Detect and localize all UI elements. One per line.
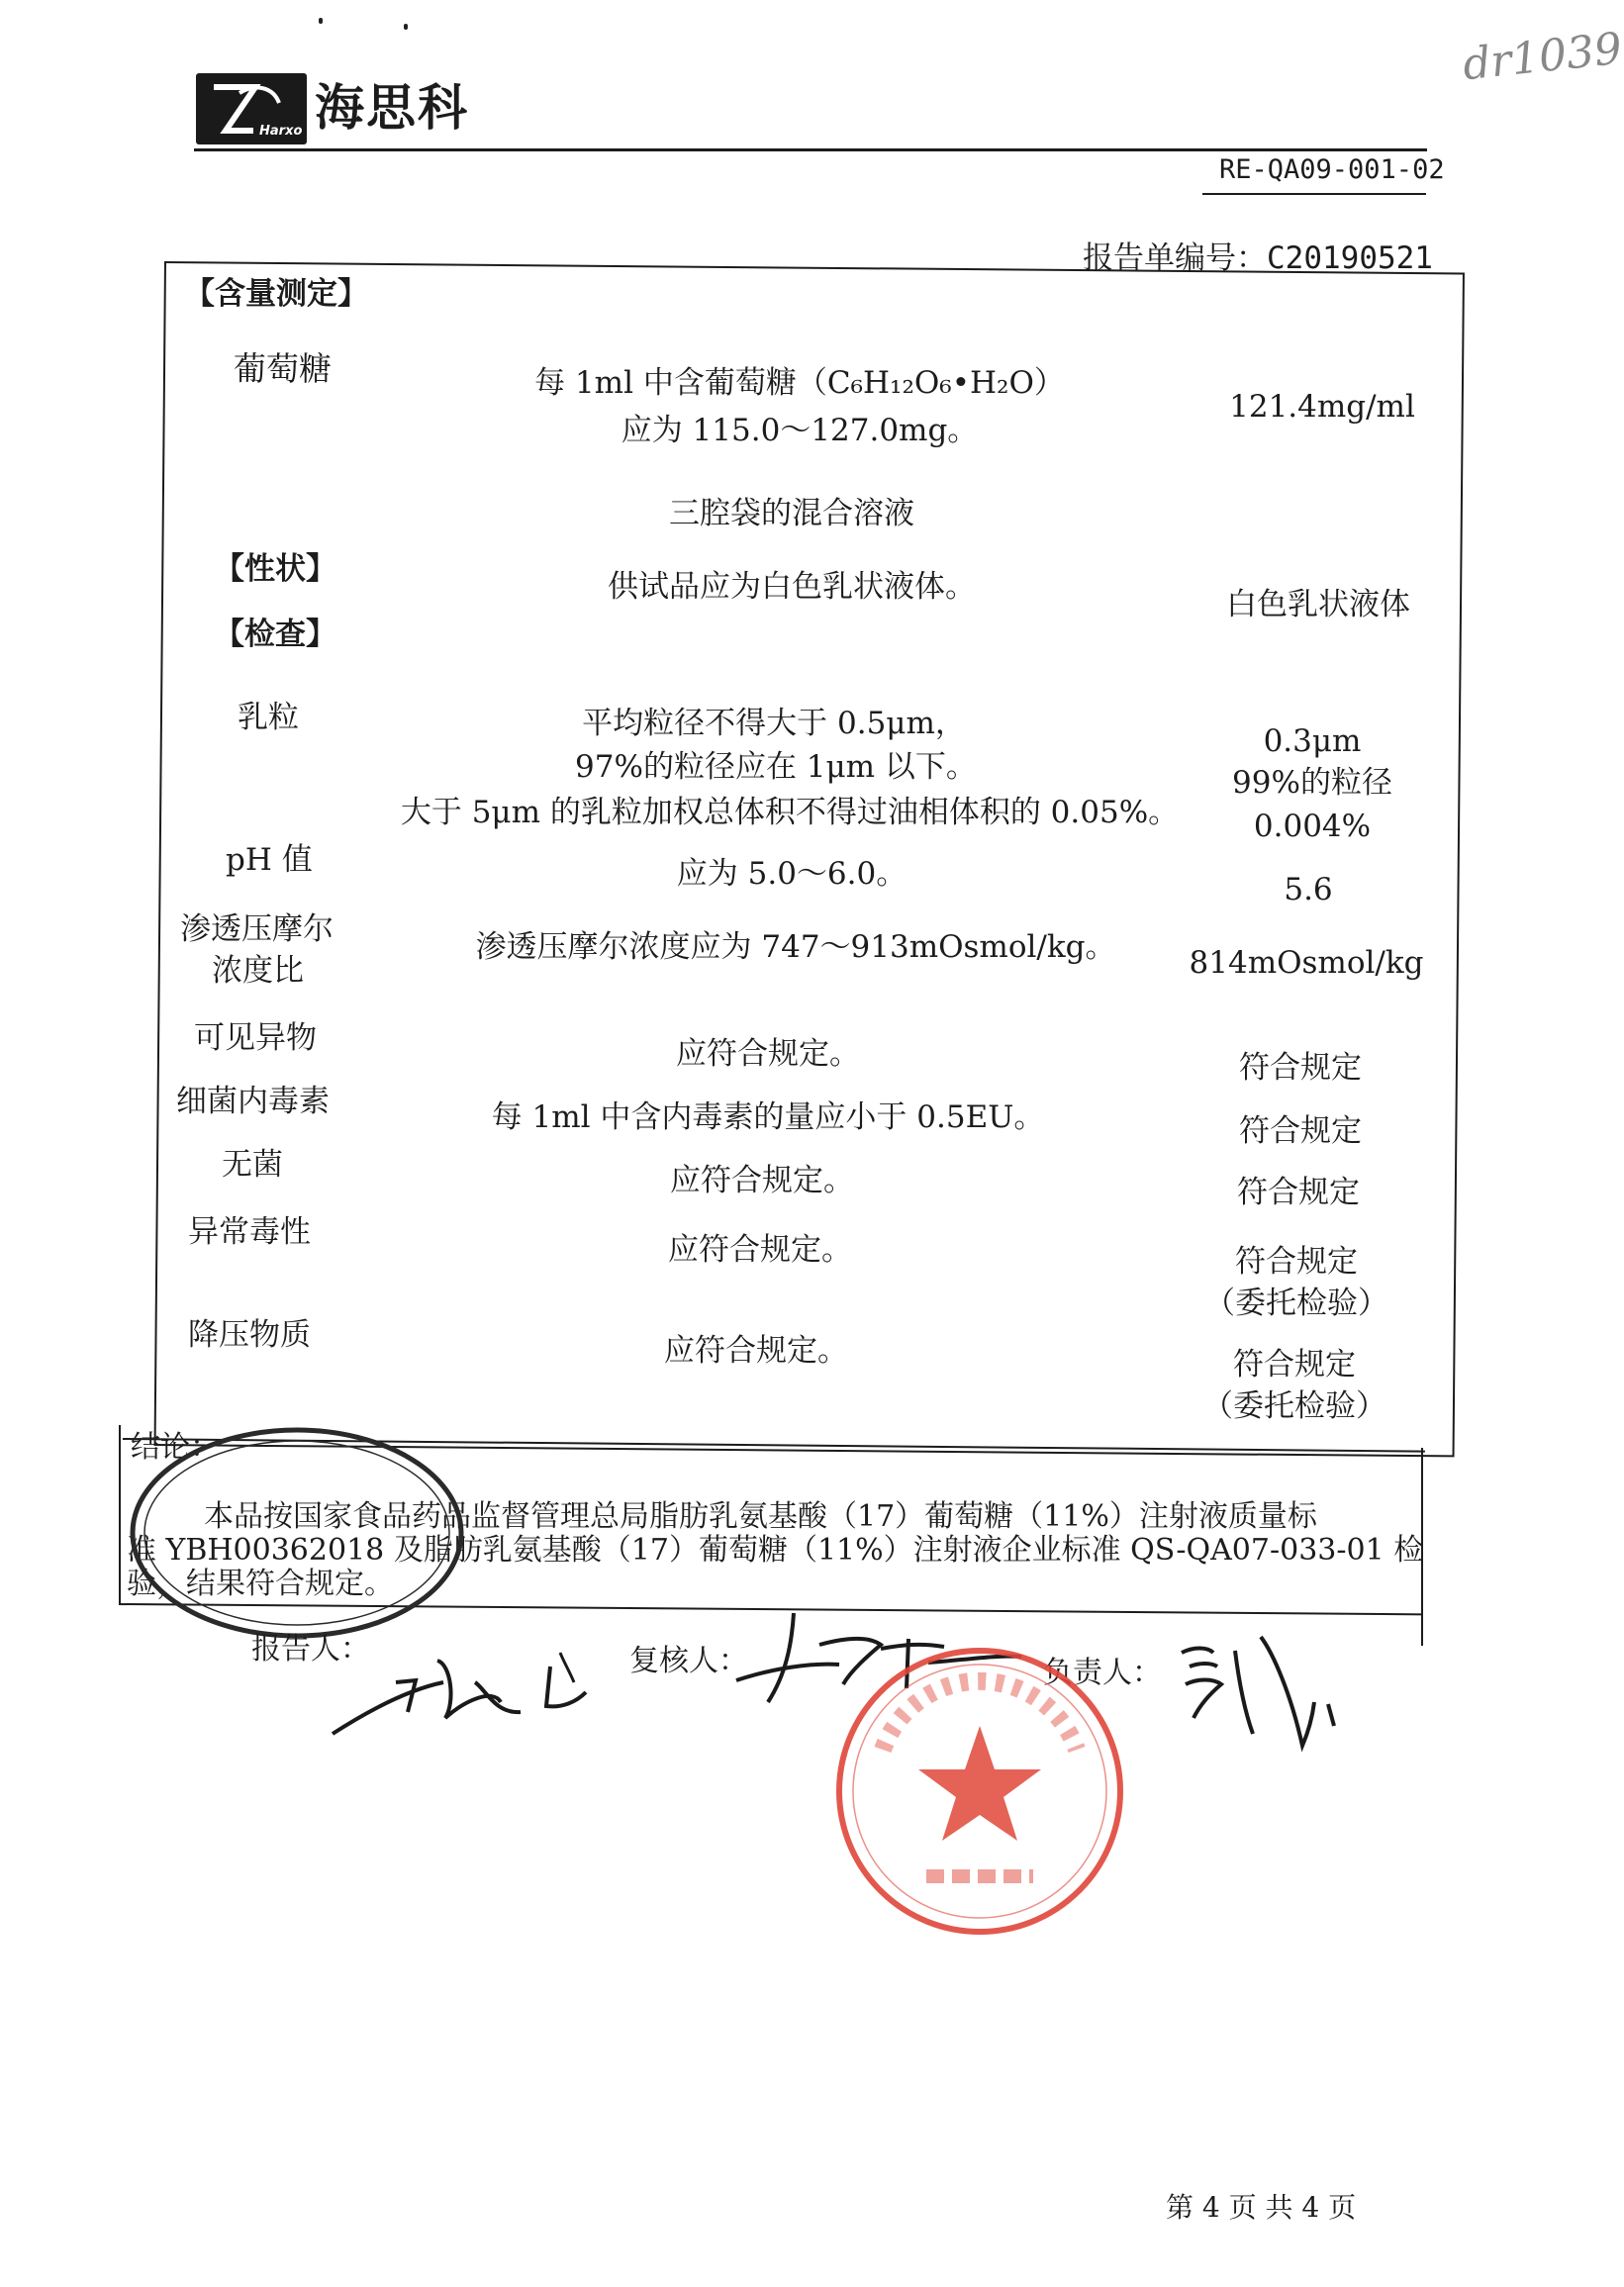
scan-speck — [404, 24, 408, 30]
doc-code: RE-QA09-001-02 — [1219, 154, 1445, 185]
item-sterility: 无菌 — [222, 1147, 283, 1183]
result-sterility: 符合规定 — [1237, 1175, 1360, 1210]
standard-glucose-line2: 应为 115.0～127.0mg。 — [621, 413, 979, 448]
conclusion-left-border — [119, 1425, 121, 1603]
responsible-label: 负责人： — [1043, 1656, 1162, 1690]
section-appearance: 【性状】 — [214, 551, 336, 587]
result-osmolality: 814mOsmol/kg — [1189, 945, 1424, 981]
quality-department-stamp — [831, 1643, 1128, 1940]
responsible-signature — [1174, 1623, 1342, 1771]
result-depressor-substances-line1: 符合规定 — [1233, 1347, 1356, 1382]
standard-abnormal-toxicity: 应符合规定。 — [668, 1232, 852, 1268]
standard-emulsion-line2: 97%的粒径应在 1μm 以下。 — [575, 749, 977, 785]
standard-appearance: 供试品应为白色乳状液体。 — [608, 569, 976, 605]
header-divider — [194, 148, 1427, 151]
standard-emulsion-line1: 平均粒径不得大于 0.5μm， — [582, 706, 966, 741]
item-osmolality-line1: 渗透压摩尔 — [180, 911, 334, 947]
result-abnormal-toxicity-line2: （委托检验） — [1204, 1286, 1388, 1321]
handwritten-corner-mark: dr1039 — [1460, 23, 1624, 91]
standard-sterility: 应符合规定。 — [670, 1163, 854, 1198]
item-osmolality-line2: 浓度比 — [212, 953, 304, 989]
standard-osmolality: 渗透压摩尔浓度应为 747～913mOsmol/kg。 — [475, 929, 1116, 965]
result-appearance: 白色乳状液体 — [1226, 587, 1410, 622]
conclusion-line1: 本品按国家食品药品监督管理总局脂肪乳氨基酸（17）葡萄糖（11%）注射液质量标 — [204, 1499, 1317, 1534]
inspection-seal — [125, 1419, 469, 1647]
standard-visible-particles: 应符合规定。 — [676, 1036, 860, 1072]
report-number-value: C20190521 — [1267, 240, 1433, 276]
mixture-heading: 三腔袋的混合溶液 — [669, 496, 914, 531]
result-emulsion-line1: 0.3μm — [1263, 723, 1362, 759]
reporter-signature — [327, 1643, 653, 1742]
item-visible-particles: 可见异物 — [194, 1020, 317, 1056]
result-ph: 5.6 — [1284, 872, 1333, 907]
result-visible-particles: 符合规定 — [1239, 1050, 1362, 1086]
standard-glucose-line1: 每 1ml 中含葡萄糖（C₆H₁₂O₆•H₂O） — [534, 365, 1065, 401]
standard-endotoxin: 每 1ml 中含内毒素的量应小于 0.5EU。 — [491, 1099, 1045, 1135]
section-inspection: 【检查】 — [214, 617, 336, 652]
result-abnormal-toxicity-line1: 符合规定 — [1235, 1244, 1358, 1280]
result-endotoxin: 符合规定 — [1239, 1113, 1362, 1149]
report-number-label: 报告单编号： — [1083, 240, 1267, 276]
reporter-label: 报告人： — [251, 1632, 370, 1667]
item-depressor-substances: 降压物质 — [188, 1317, 311, 1353]
item-ph: pH 值 — [226, 842, 313, 878]
company-name: 海思科 — [315, 79, 469, 137]
reviewer-label: 复核人： — [629, 1644, 748, 1678]
logo-text: Harxo — [259, 124, 303, 139]
company-logo — [196, 73, 307, 144]
item-endotoxin: 细菌内毒素 — [176, 1084, 330, 1119]
item-abnormal-toxicity: 异常毒性 — [188, 1214, 311, 1250]
standard-emulsion-line3: 大于 5μm 的乳粒加权总体积不得过油相体积的 0.05%。 — [400, 795, 1180, 830]
conclusion-label: 结论： — [131, 1430, 220, 1465]
conclusion-line3: 验，结果符合规定。 — [127, 1567, 394, 1601]
standard-ph: 应为 5.0～6.0。 — [676, 856, 908, 892]
doc-code-underline — [1202, 193, 1426, 195]
result-emulsion-line3: 0.004% — [1253, 809, 1372, 844]
standard-depressor-substances: 应符合规定。 — [664, 1333, 848, 1369]
result-emulsion-line2: 99%的粒径 — [1232, 765, 1392, 801]
result-glucose: 121.4mg/ml — [1229, 389, 1415, 425]
page-number: 第 4 页 共 4 页 — [1166, 2191, 1357, 2224]
item-glucose: 葡萄糖 — [234, 349, 332, 388]
item-emulsion: 乳粒 — [238, 700, 299, 735]
result-depressor-substances-line2: （委托检验） — [1202, 1388, 1386, 1424]
scan-speck — [319, 18, 323, 24]
section-content-assay: 【含量测定】 — [184, 276, 368, 312]
conclusion-line2: 准 YBH00362018 及脂肪乳氨基酸（17）葡萄糖（11%）注射液企业标准 QS-QA07-033-01 检 — [127, 1533, 1424, 1568]
